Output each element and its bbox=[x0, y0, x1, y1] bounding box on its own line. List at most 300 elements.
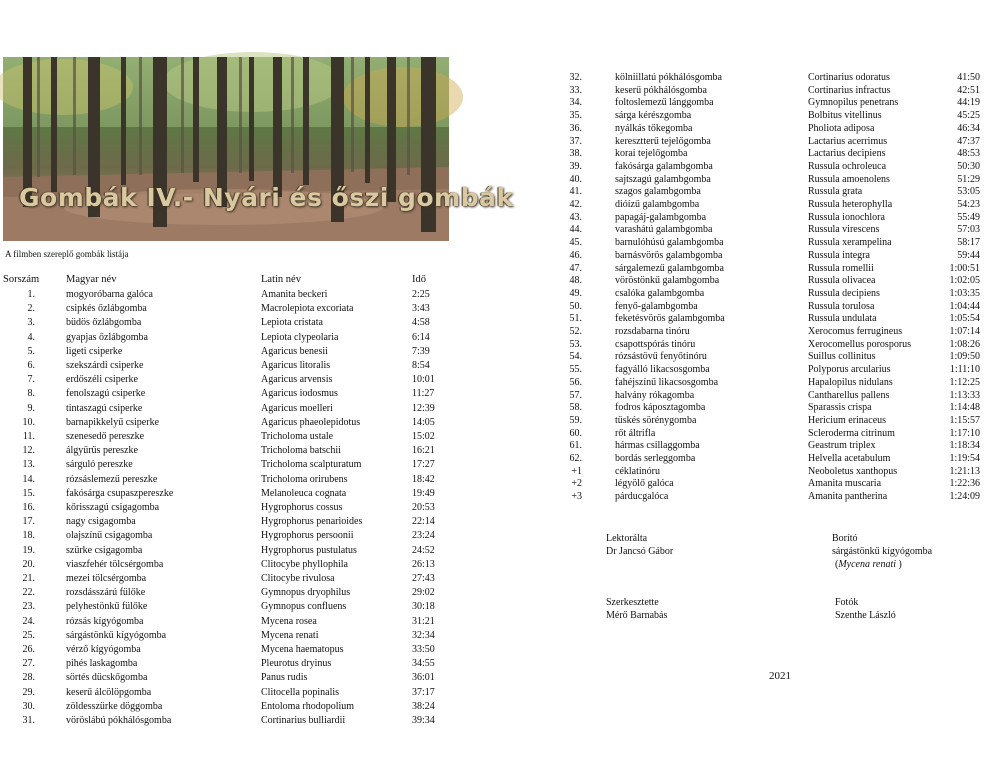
cell-hungarian-name: nagy csigagomba bbox=[66, 516, 136, 528]
table-row bbox=[3, 558, 443, 571]
cell-time: 17:27 bbox=[412, 459, 435, 471]
cell-number: 16. bbox=[22, 502, 35, 513]
table-row bbox=[560, 160, 990, 173]
cell-latin-name: Russula heterophylla bbox=[808, 199, 893, 210]
cell-hungarian-name: fenolszagú csiperke bbox=[66, 388, 146, 400]
cell-time: 29:02 bbox=[412, 587, 435, 599]
cell-time: 8:54 bbox=[412, 360, 430, 371]
table-row bbox=[3, 331, 443, 344]
cell-hungarian-name: céklatinóru bbox=[615, 465, 660, 477]
cell-latin-name: Agaricus iodosmus bbox=[261, 388, 338, 400]
cell-time: 58:17 bbox=[957, 237, 980, 249]
cell-time: 33:50 bbox=[412, 644, 435, 655]
cell-time: 1:14:48 bbox=[949, 402, 980, 414]
cell-time: 1:09:50 bbox=[949, 351, 980, 363]
cell-hungarian-name: fakósárga galambgomba bbox=[615, 160, 713, 172]
cell-hungarian-name: pelyhestönkű fülőke bbox=[66, 601, 148, 613]
cell-number: 59. bbox=[569, 414, 582, 426]
cell-hungarian-name: rózsástövű fenyőtinóru bbox=[615, 351, 707, 363]
table-row bbox=[560, 414, 990, 427]
cell-latin-name: Russula olivacea bbox=[808, 275, 876, 287]
cell-number: 5. bbox=[27, 345, 35, 357]
table-row bbox=[3, 671, 443, 684]
cell-time: 19:49 bbox=[412, 487, 435, 499]
cell-number: 6. bbox=[27, 360, 35, 371]
cell-number: 41. bbox=[569, 186, 582, 198]
cell-number: 26. bbox=[22, 644, 35, 655]
edited-label: Szerkesztette bbox=[606, 597, 659, 608]
table-row bbox=[3, 600, 443, 613]
cell-hungarian-name: rozsdabarna tinóru bbox=[615, 326, 690, 337]
cell-latin-name: Hapalopilus nidulans bbox=[808, 376, 893, 388]
table-row bbox=[3, 586, 443, 599]
table-row bbox=[3, 515, 443, 528]
cell-time: 1:00:51 bbox=[949, 262, 980, 274]
table-row bbox=[560, 490, 990, 503]
cell-hungarian-name: rózsás kígyógomba bbox=[66, 615, 144, 627]
cell-time: 1:15:57 bbox=[949, 414, 980, 426]
cell-latin-name: Mycena haematopus bbox=[261, 644, 344, 655]
cell-latin-name: Cortinarius bulliardii bbox=[261, 715, 346, 726]
forest-banner-photo bbox=[3, 57, 514, 241]
cell-number: 52. bbox=[569, 326, 582, 337]
cell-latin-name: Scleroderma citrinum bbox=[808, 427, 895, 439]
table-row bbox=[560, 198, 990, 211]
cell-hungarian-name: kölniillatú pókhálósgomba bbox=[615, 72, 722, 83]
cell-number: 13. bbox=[22, 459, 35, 471]
cell-number: 28. bbox=[22, 672, 35, 684]
cell-time: 42:51 bbox=[957, 84, 980, 96]
cell-time: 1:24:09 bbox=[949, 491, 980, 503]
cell-latin-name: Agaricus moelleri bbox=[261, 402, 333, 414]
table-row bbox=[3, 615, 443, 628]
header-latin-name: Latin név bbox=[261, 274, 301, 285]
cell-number: 45. bbox=[569, 237, 582, 249]
cell-hungarian-name: rózsáslemezű pereszke bbox=[66, 473, 158, 485]
cell-time: 32:34 bbox=[412, 629, 435, 641]
cell-time: 45:25 bbox=[957, 110, 980, 122]
cell-number: 19. bbox=[22, 544, 35, 556]
cell-number: 37. bbox=[569, 135, 582, 147]
cell-number: 49. bbox=[569, 287, 582, 299]
table-row bbox=[3, 686, 443, 699]
cell-latin-name: Tricholoma batschii bbox=[261, 445, 341, 457]
table-row bbox=[3, 416, 443, 429]
table-row bbox=[560, 249, 990, 262]
cell-time: 31:21 bbox=[412, 615, 435, 627]
cell-time: 1:11:10 bbox=[949, 364, 980, 376]
cell-latin-name: Mycena renati bbox=[261, 629, 319, 641]
cell-time: 1:21:13 bbox=[949, 465, 980, 477]
cell-time: 6:14 bbox=[412, 331, 430, 343]
header-time: Idő bbox=[412, 274, 426, 285]
cell-hungarian-name: álgyűrűs pereszke bbox=[66, 445, 138, 457]
cell-number: 24. bbox=[22, 615, 35, 627]
cell-hungarian-name: olajszínű csigagomba bbox=[66, 530, 153, 542]
cell-number: 44. bbox=[569, 224, 582, 236]
cell-number: 61. bbox=[569, 440, 582, 452]
cell-latin-name: Russula integra bbox=[808, 249, 870, 261]
forest-scene-drawing bbox=[3, 57, 449, 241]
cell-number: 50. bbox=[569, 300, 582, 312]
cell-hungarian-name: foltoslemezű lánggomba bbox=[615, 97, 714, 109]
cell-number: 54. bbox=[569, 351, 582, 363]
table-row bbox=[560, 236, 990, 249]
cell-latin-name: Geastrum triplex bbox=[808, 440, 876, 452]
cell-hungarian-name: erdőszéli csiperke bbox=[66, 374, 138, 386]
cell-hungarian-name: szagos galambgomba bbox=[615, 186, 701, 198]
cell-hungarian-name: vöröslábú pókhálósgomba bbox=[66, 715, 172, 726]
cell-number: 33. bbox=[569, 84, 582, 96]
cell-number: 40. bbox=[569, 173, 582, 185]
cell-number: 20. bbox=[22, 558, 35, 570]
cell-hungarian-name: csalóka galambgomba bbox=[615, 287, 705, 299]
cell-hungarian-name: mogyoróbarna galóca bbox=[66, 289, 153, 300]
cell-hungarian-name: csipkés őzlábgomba bbox=[66, 303, 147, 315]
cell-hungarian-name: keresztterű tejelőgomba bbox=[615, 135, 711, 147]
cell-time: 46:34 bbox=[957, 122, 980, 134]
cell-latin-name: Hygrophorus persoonii bbox=[261, 530, 354, 542]
table-row bbox=[560, 376, 990, 389]
table-row bbox=[560, 477, 990, 490]
cell-hungarian-name: pihés laskagomba bbox=[66, 658, 138, 670]
cell-number: 29. bbox=[22, 686, 35, 698]
cell-time: 1:07:14 bbox=[949, 326, 980, 337]
cell-number: 10. bbox=[22, 416, 35, 428]
cell-time: 30:18 bbox=[412, 601, 435, 613]
cell-latin-name: Polyporus arcularius bbox=[808, 364, 891, 376]
table-row bbox=[3, 657, 443, 670]
cell-time: 1:17:10 bbox=[949, 427, 980, 439]
cell-time: 57:03 bbox=[957, 224, 980, 236]
cell-time: 1:12:25 bbox=[949, 376, 980, 388]
table-row bbox=[560, 173, 990, 186]
photos-name: Szenthe László bbox=[835, 610, 896, 621]
table-row bbox=[560, 312, 990, 325]
table-row bbox=[3, 387, 443, 400]
table-row bbox=[3, 444, 443, 457]
cell-hungarian-name: viaszfehér tölcsérgomba bbox=[66, 558, 164, 570]
cell-time: 23:24 bbox=[412, 530, 435, 542]
cell-number: 60. bbox=[569, 427, 582, 439]
cell-time: 44:19 bbox=[957, 97, 980, 109]
cell-latin-name: Xerocomellus porosporus bbox=[808, 338, 912, 350]
cell-latin-name: Agaricus benesii bbox=[261, 345, 328, 357]
cell-latin-name: Macrolepiota excoriata bbox=[261, 303, 354, 315]
cell-hungarian-name: párducgalóca bbox=[615, 491, 669, 503]
cell-time: 37:17 bbox=[412, 686, 435, 698]
table-row bbox=[3, 345, 443, 358]
cell-hungarian-name: tintaszagú csiperke bbox=[66, 402, 143, 414]
cell-time: 18:42 bbox=[412, 473, 435, 485]
cell-number: 17. bbox=[22, 516, 35, 528]
table-row bbox=[3, 544, 443, 557]
cell-latin-name: Agaricus arvensis bbox=[261, 374, 333, 386]
cell-hungarian-name: szekszárdi csiperke bbox=[66, 360, 144, 371]
cell-hungarian-name: ligeti csiperke bbox=[66, 345, 123, 357]
cell-latin-name: Hygrophorus cossus bbox=[261, 502, 343, 513]
cell-latin-name: Gymnopus confluens bbox=[261, 601, 347, 613]
cell-latin-name: Amanita beckeri bbox=[261, 289, 328, 300]
table-row bbox=[3, 473, 443, 486]
cell-latin-name: Gymnopus dryophilus bbox=[261, 587, 351, 599]
table-row bbox=[560, 135, 990, 148]
table-row bbox=[560, 401, 990, 414]
cell-hungarian-name: varashátú galambgomba bbox=[615, 224, 713, 236]
reviewed-label: Lektorálta bbox=[606, 533, 648, 544]
cell-time: 26:13 bbox=[412, 558, 435, 570]
cell-hungarian-name: halvány rókagomba bbox=[615, 389, 695, 401]
cell-number: 15. bbox=[22, 487, 35, 499]
cell-latin-name: Lepiota clypeolaria bbox=[261, 331, 339, 343]
cell-hungarian-name: tüskés sörénygomba bbox=[615, 414, 697, 426]
cell-hungarian-name: sárgalemezű galambgomba bbox=[615, 262, 724, 274]
cell-latin-name: Suillus collinitus bbox=[808, 351, 876, 363]
cell-latin-name: Agaricus phaeolepidotus bbox=[261, 416, 361, 428]
table-row bbox=[560, 262, 990, 275]
table-row bbox=[3, 302, 443, 315]
header-number: Sorszám bbox=[3, 274, 40, 285]
table-row bbox=[3, 529, 443, 542]
cell-latin-name: Melanoleuca cognata bbox=[261, 487, 347, 499]
cell-number: 12. bbox=[22, 445, 35, 457]
cell-time: 10:01 bbox=[412, 374, 435, 386]
cell-number: 62. bbox=[569, 453, 582, 464]
table-row bbox=[3, 359, 443, 372]
cell-latin-name: Clitocybe rivulosa bbox=[261, 573, 335, 584]
cell-number: 27. bbox=[22, 658, 35, 670]
cell-number: 11. bbox=[22, 431, 35, 442]
cell-time: 1:03:35 bbox=[949, 287, 980, 299]
cell-number: 51. bbox=[569, 313, 582, 325]
publication-year: 2021 bbox=[769, 670, 791, 682]
cell-hungarian-name: sárguló pereszke bbox=[66, 459, 133, 471]
cell-latin-name: Clitocella popinalis bbox=[261, 686, 340, 698]
cell-latin-name: Cantharellus pallens bbox=[808, 389, 890, 401]
cell-time: 54:23 bbox=[957, 199, 980, 210]
cell-time: 20:53 bbox=[412, 502, 435, 513]
cell-latin-name: Russula ionochlora bbox=[808, 211, 885, 223]
cell-number: 34. bbox=[569, 97, 582, 109]
cell-hungarian-name: mezei tölcsérgomba bbox=[66, 573, 147, 584]
table-row bbox=[560, 287, 990, 300]
cell-latin-name: Russula torulosa bbox=[808, 300, 875, 312]
edited-name: Mérő Barnabás bbox=[606, 610, 668, 621]
cell-number: 35. bbox=[569, 110, 582, 122]
cell-latin-name: Russula amoenolens bbox=[808, 173, 890, 185]
cell-number: 48. bbox=[569, 275, 582, 287]
cell-time: 15:02 bbox=[412, 431, 435, 442]
cell-time: 47:37 bbox=[957, 135, 980, 147]
table-row bbox=[3, 714, 443, 727]
cell-number: 30. bbox=[22, 700, 35, 712]
table-row bbox=[3, 629, 443, 642]
table-row bbox=[560, 300, 990, 313]
table-row bbox=[560, 465, 990, 478]
cover-latin-name: Mycena renati bbox=[838, 559, 897, 570]
cell-latin-name: Bolbitus vitellinus bbox=[808, 110, 882, 122]
cell-time: 36:01 bbox=[412, 672, 435, 684]
cell-latin-name: Russula romellii bbox=[808, 262, 874, 274]
cell-hungarian-name: papagáj-galambgomba bbox=[615, 211, 707, 223]
cell-number: 31. bbox=[22, 715, 35, 726]
table-row bbox=[560, 439, 990, 452]
cell-hungarian-name: rozsdásszárú fülőke bbox=[66, 587, 146, 599]
cell-latin-name: Hericium erinaceus bbox=[808, 414, 887, 426]
table-row bbox=[560, 71, 990, 84]
table-row bbox=[3, 700, 443, 713]
table-row bbox=[560, 211, 990, 224]
cell-latin-name: Neoboletus xanthopus bbox=[808, 465, 898, 477]
cell-latin-name: Pholiota adiposa bbox=[808, 122, 875, 134]
cell-hungarian-name: csapottspórás tinóru bbox=[615, 338, 696, 350]
cell-hungarian-name: sárgástönkű kígyógomba bbox=[66, 629, 167, 641]
cell-number: 47. bbox=[569, 262, 582, 274]
cell-number: 38. bbox=[569, 148, 582, 160]
cell-number: 9. bbox=[27, 402, 35, 414]
cell-number: 58. bbox=[569, 402, 582, 414]
cell-time: 1:22:36 bbox=[949, 478, 980, 490]
cell-latin-name: Russula undulata bbox=[808, 313, 877, 325]
cell-time: 1:19:54 bbox=[949, 453, 980, 464]
cell-number: 18. bbox=[22, 530, 35, 542]
table-row bbox=[560, 452, 990, 465]
cell-latin-name: Tricholoma scalpturatum bbox=[261, 459, 362, 471]
table-row bbox=[3, 572, 443, 585]
table-row bbox=[560, 338, 990, 351]
cell-number: 23. bbox=[22, 601, 35, 613]
cell-time: 1:18:34 bbox=[949, 440, 980, 452]
cell-number: 57. bbox=[569, 389, 582, 401]
table-row bbox=[560, 427, 990, 440]
cell-time: 22:14 bbox=[412, 516, 435, 528]
table-row bbox=[560, 96, 990, 109]
cell-time: 1:08:26 bbox=[949, 338, 980, 350]
table-row bbox=[560, 325, 990, 338]
left-table-header bbox=[3, 273, 443, 286]
cell-latin-name: Lactarius acerrimus bbox=[808, 135, 888, 147]
cell-time: 34:55 bbox=[412, 658, 435, 670]
table-row bbox=[560, 122, 990, 135]
cell-number: 39. bbox=[569, 160, 582, 172]
table-row bbox=[3, 643, 443, 656]
cell-number: +3 bbox=[571, 491, 582, 503]
cell-time: 38:24 bbox=[412, 700, 435, 712]
table-row bbox=[3, 373, 443, 386]
cell-hungarian-name: dióízű galambgomba bbox=[615, 199, 700, 210]
cell-time: 7:39 bbox=[412, 345, 430, 357]
cell-time: 2:25 bbox=[412, 289, 430, 300]
cell-hungarian-name: barnulóhúsú galambgomba bbox=[615, 237, 724, 249]
cell-hungarian-name: fenyő-galambgomba bbox=[615, 300, 698, 312]
table-row bbox=[560, 223, 990, 236]
table-row bbox=[3, 402, 443, 415]
cell-hungarian-name: rőt áltrifla bbox=[615, 427, 656, 439]
cell-latin-name: Russula ochroleuca bbox=[808, 160, 887, 172]
table-row bbox=[560, 185, 990, 198]
cell-time: 11:27 bbox=[412, 388, 435, 400]
cell-latin-name: Tricholoma ustale bbox=[261, 431, 334, 442]
cell-number: 56. bbox=[569, 376, 582, 388]
cell-hungarian-name: nyálkás tőkegomba bbox=[615, 122, 693, 134]
cell-number: 14. bbox=[22, 473, 35, 485]
cell-number: 4. bbox=[27, 331, 35, 343]
table-row bbox=[560, 109, 990, 122]
cell-latin-name: Cortinarius odoratus bbox=[808, 72, 890, 83]
cell-hungarian-name: fakósárga csupaszpereszke bbox=[66, 487, 174, 499]
cell-hungarian-name: bordás serleggomba bbox=[615, 453, 696, 464]
cell-latin-name: Amanita pantherina bbox=[808, 491, 888, 503]
cell-time: 4:58 bbox=[412, 317, 430, 329]
cell-number: 22. bbox=[22, 587, 35, 599]
table-row bbox=[560, 274, 990, 287]
reviewed-name: Dr Jancsó Gábor bbox=[606, 546, 674, 557]
cell-time: 14:05 bbox=[412, 416, 435, 428]
cell-hungarian-name: sárga kérészgomba bbox=[615, 110, 692, 122]
cell-hungarian-name: zöldesszürke döggomba bbox=[66, 700, 163, 712]
cell-time: 3:43 bbox=[412, 303, 430, 315]
cell-latin-name: Panus rudis bbox=[261, 672, 308, 684]
cell-number: 42. bbox=[569, 199, 582, 210]
cell-latin-name: Amanita muscaria bbox=[808, 478, 882, 490]
cover-name: sárgástönkű kígyógomba bbox=[832, 546, 933, 557]
cell-time: 51:29 bbox=[957, 173, 980, 185]
cell-latin-name: Russula virescens bbox=[808, 224, 880, 236]
cell-hungarian-name: barnapikkelyű csiperke bbox=[66, 416, 160, 428]
photos-label: Fotók bbox=[835, 597, 859, 608]
cell-time: 1:02:05 bbox=[949, 275, 980, 287]
table-row bbox=[560, 350, 990, 363]
cell-time: 27:43 bbox=[412, 573, 435, 584]
list-caption: A filmben szereplő gombák listája bbox=[5, 249, 129, 259]
cell-time: 39:34 bbox=[412, 715, 435, 726]
cell-number: +1 bbox=[571, 465, 582, 477]
table-row bbox=[560, 84, 990, 97]
cell-latin-name: Hygrophorus penarioides bbox=[261, 516, 363, 528]
cell-hungarian-name: sörtés dücskőgomba bbox=[66, 672, 148, 684]
cell-hungarian-name: szenesedő pereszke bbox=[66, 431, 145, 442]
cell-latin-name: Russula grata bbox=[808, 186, 863, 198]
cell-latin-name: Cortinarius infractus bbox=[808, 84, 891, 96]
cell-number: 1. bbox=[27, 289, 35, 300]
cell-hungarian-name: vérző kígyógomba bbox=[66, 644, 141, 655]
cell-number: 36. bbox=[569, 122, 582, 134]
cell-hungarian-name: gyapjas őzlábgomba bbox=[66, 331, 148, 343]
cell-time: 1:13:33 bbox=[949, 389, 980, 401]
cell-time: 53:05 bbox=[957, 186, 980, 198]
cell-latin-name: Hygrophorus pustulatus bbox=[261, 544, 357, 556]
cell-time: 1:05:54 bbox=[949, 313, 980, 325]
cell-latin-name: Helvella acetabulum bbox=[808, 453, 891, 464]
cell-latin-name: Clitocybe phyllophila bbox=[261, 558, 348, 570]
cell-time: 59:44 bbox=[957, 249, 980, 261]
cell-number: 7. bbox=[27, 374, 35, 386]
cell-hungarian-name: fodros káposztagomba bbox=[615, 402, 706, 414]
cell-hungarian-name: büdös őzlábgomba bbox=[66, 317, 142, 329]
cell-latin-name: Lepiota cristata bbox=[261, 317, 323, 329]
cell-hungarian-name: szürke csigagomba bbox=[66, 544, 143, 556]
table-row bbox=[3, 430, 443, 443]
cell-hungarian-name: légyölő galóca bbox=[615, 478, 674, 490]
cell-hungarian-name: hármas csillaggomba bbox=[615, 440, 700, 452]
cell-time: 48:53 bbox=[957, 148, 980, 160]
cell-latin-name: Pleurotus dryinus bbox=[261, 658, 332, 670]
cell-number: 3. bbox=[27, 317, 35, 329]
cell-latin-name: Entoloma rhodopolium bbox=[261, 700, 355, 712]
cell-time: 55:49 bbox=[957, 211, 980, 223]
table-row bbox=[560, 389, 990, 402]
cell-number: 8. bbox=[27, 388, 35, 400]
